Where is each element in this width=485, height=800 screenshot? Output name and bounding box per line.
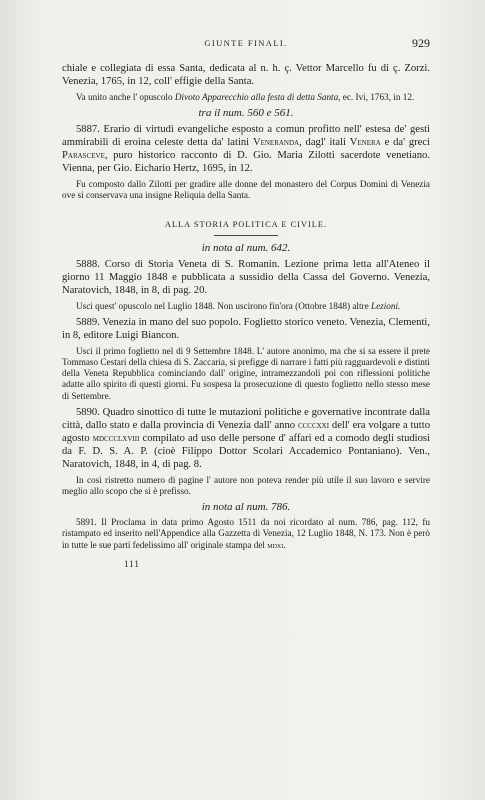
note-pagine: In così ristretto numero di pagine l' autore non poteva render più utile il suo lavoro e servire meglio allo scopo che si è prefisso. xyxy=(62,474,430,497)
running-head xyxy=(62,38,430,54)
note-opuscolo: Va unito anche l' opuscolo Divoto Apparecchio alla festa di detta Santa, ec. Ivi, 1763, in 12. xyxy=(76,92,415,102)
entry-5889: 5889. Venezia in mano del suo popolo. Foglietto storico veneto. Venezia, Clementi, in 8, editore Luigi Biancon. xyxy=(62,316,430,341)
note-foglietto: Usci il primo foglietto nel di 9 Settembre 1848. L' autore anonimo, ma che si sa essere il prete Tommaso Cestari della chiesa di S. Zaccaria, si prefigge di narrare i fatti più ragguardevoli e distinti della Veneta Repubblica cominciando dall' origine, intramezzandoli poi con riflessioni politiche adatte allo spirito di questi giorni. Fu sospesa la prosecuzione di questo foglietto nello stesso mese di Settembre. xyxy=(62,345,430,401)
section-rule xyxy=(214,235,278,236)
page-content xyxy=(62,38,430,569)
signature-mark: 111 xyxy=(124,558,140,569)
subheading-786: in nota al num. 786. xyxy=(201,501,291,514)
entry-5887: 5887. Erario di virtudi evangeliche esposto a comun profitto nell' estesa de' gesti ammirabili di eroina celeste detta da' latini Veneranda, dagl' itali Venera e da' greci Parasceve, puro historico racconto di D. Gio. Maria Zilotti sacerdote venetiano. Vienna, per Gio. Eichario Hertz, 1695, in 12. xyxy=(62,124,430,175)
subheading-642: in nota al num. 642. xyxy=(201,241,291,254)
note-zilotti: Fu composto dallo Zilotti per gradire alle donne del monastero del Corpus Domini di Venezia ove si conservava una insigne Reliquia della Santa. xyxy=(62,179,430,201)
note-lezioni: Usci quest' opuscolo nel Luglio 1848. Non uscirono fin'ora (Ottobre 1848) altre Lezioni. xyxy=(76,300,401,311)
entry-5891: 5891. Il Proclama in data primo Agosto 1511 da noi ricordato al num. 786, pag. 112, fu ristampato ed inserito nell'Appendice alla Gazzetta di Venezia, 12 Luglio 1848, N. 173. Non è però in tutte le sue parti fedelissimo all' originale stampa del mdxi. xyxy=(62,517,430,550)
continued-paragraph: chiale e collegiata di essa Santa, dedicata al n. h. ç. Vettor Marcello fu di ç. Zorzi. Venezia, 1765, in 12, coll' effigie della Santa. xyxy=(62,63,430,87)
section-heading: ALLA STORIA POLITICA E CIVILE. xyxy=(164,219,328,229)
entry-5888: 5888. Corso di Storia Veneta di S. Romanin. Lezione prima letta all'Ateneo il giorno 11 Maggio 1848 e pubblicata a sussidio della Cassa del Governo. Venezia, Naratovich, 1848, in 8, di pag. 20. xyxy=(62,258,430,296)
running-title: GIUNTE FINALI. xyxy=(204,38,288,48)
entry-5890: 5890. Quadro sinottico di tutte le mutazioni politiche e governative incontrate dalla città, dallo stato e dalla provincia di Venezia dall' anno ccccxxi dell' era volgare a tutto agosto mdccclxviii compilato ad uso delle persone d' affari ed a comodo degli studiosi da F. D. S. A. P. (cioè Filippo Dottor Scolari Accademico Pontaniano). Ven., Naratovich, 1848, in 4, di pag. 8. xyxy=(62,406,430,470)
page-number: 929 xyxy=(412,36,430,50)
subheading-560-561: tra il num. 560 e 561. xyxy=(198,107,294,120)
